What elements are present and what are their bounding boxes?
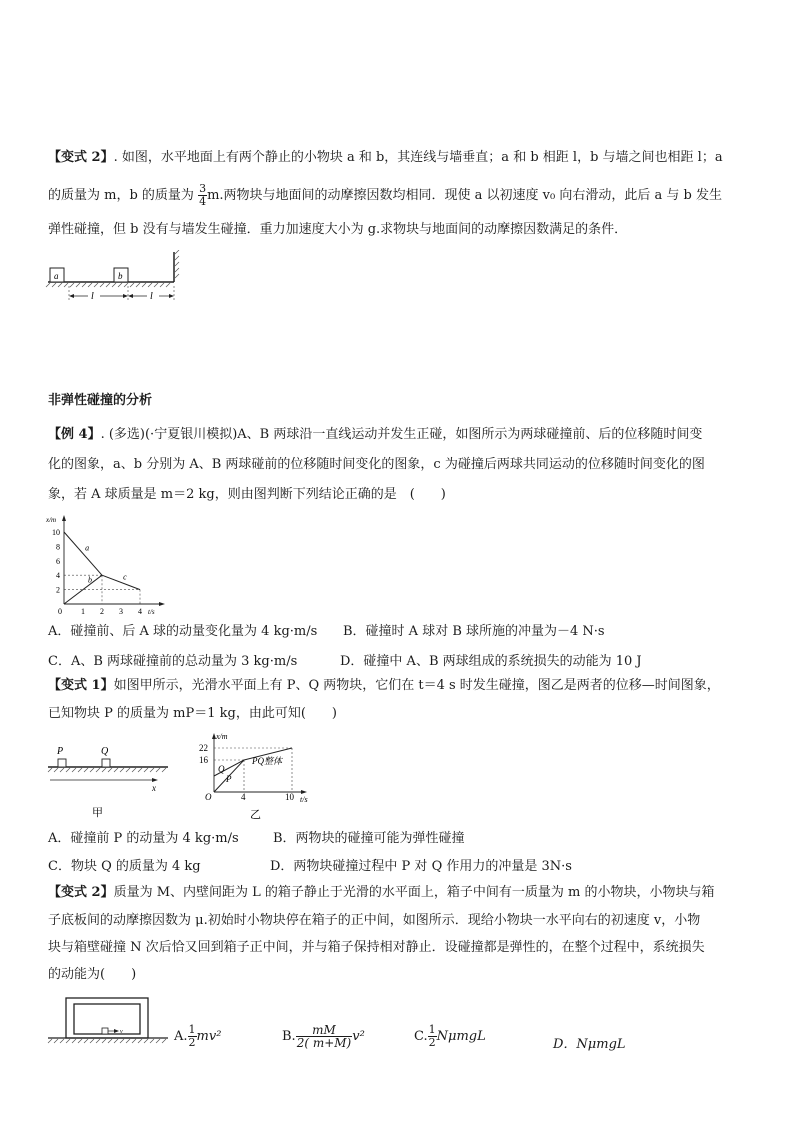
example4-line1: 【例 4】. (多选)(·宁夏银川模拟)A、B 两球沿一直线运动并发生正碰，如图所示为两球碰撞前、后的位移随时间变 xyxy=(48,427,703,442)
y-tick-label: 4 xyxy=(56,571,60,581)
variant1-option-b[interactable]: B．两物块的碰撞可能为弹性碰撞 xyxy=(273,831,465,846)
variant2-bottom-line1: 【变式 2】质量为 M、内壁间距为 L 的箱子静止于光滑的水平面上，箱子中间有一质量为 m 的小物块，小物块与箱 xyxy=(48,885,715,900)
x-tick-label: 2 xyxy=(100,607,104,616)
example4-line2: 化的图象，a、b 分别为 A、B 两球碰前的位移随时间变化的图象，c 为碰撞后两球共同运动的位移随时间变化的图 xyxy=(48,457,705,472)
svg-text:16: 16 xyxy=(199,755,208,765)
series-label-b: b xyxy=(87,575,92,585)
caption-jia: 甲 xyxy=(92,807,103,819)
series-label-a: a xyxy=(85,543,90,553)
box-figure xyxy=(44,994,174,1050)
variant1-line2: 已知物块 P 的质量为 mP＝1 kg，由此可知( ) xyxy=(48,706,337,721)
blocks-wall-figure xyxy=(44,250,184,306)
svg-text:v: v xyxy=(120,1029,123,1035)
block-p xyxy=(58,759,66,767)
variant2-bottom-option-c[interactable]: C. $\frac{1}{2}$ NμmgL xyxy=(414,1023,486,1049)
variant1-tag: 【变式 1】 xyxy=(48,678,114,693)
distance-label-2: l xyxy=(150,291,153,302)
example4-option-d[interactable]: D．碰撞中 A、B 两球组成的系统损失的动能为 10 J xyxy=(340,654,642,669)
caption-yi: 乙 xyxy=(250,809,261,821)
y-tick-label: 2 xyxy=(56,585,60,595)
variant2-bottom-tag: 【变式 2】 xyxy=(48,885,114,900)
svg-text:O: O xyxy=(205,792,212,802)
svg-text:x/m: x/m xyxy=(216,732,228,741)
variant2-top-tag: 【变式 2】 xyxy=(48,150,114,165)
svg-text:b: b xyxy=(118,271,123,281)
svg-text:22: 22 xyxy=(199,743,208,753)
svg-text:x: x xyxy=(152,783,156,793)
y-tick-label: 6 xyxy=(56,556,60,566)
svg-text:Q: Q xyxy=(101,746,109,757)
block-q xyxy=(102,759,110,767)
figure-yi xyxy=(196,730,326,822)
svg-text:Q: Q xyxy=(218,764,225,774)
position-time-chart xyxy=(44,508,174,616)
variant2-bottom-line2: 子底板间的动摩擦因数为 μ.初始时小物块停在箱子的正中间，如图所示．现给小物块一水平向右的初速度 v，小物 xyxy=(48,913,701,928)
x-axis-arrow xyxy=(159,602,165,606)
series-label-c: c xyxy=(123,572,127,582)
variant2-bottom-option-b[interactable]: B. $\frac{mM}{2( m+M)}$ v² xyxy=(282,1023,365,1050)
variant1-option-a[interactable]: A．碰撞前 P 的动量为 4 kg·m/s xyxy=(48,831,239,846)
variant2-top-line1: 【变式 2】. 如图，水平地面上有两个静止的小物块 a 和 b，其连线与墙垂直；a 和 b 相距 l，b 与墙之间也相距 l；a xyxy=(48,150,723,165)
svg-text:t/s: t/s xyxy=(300,795,308,804)
variant1-line1: 【变式 1】如图甲所示，光滑水平面上有 P、Q 两物块，它们在 t＝4 s 时发生碰撞，图乙是两者的位移—时间图象， xyxy=(48,678,720,693)
mass-fraction: $\frac{3}{4}$ xyxy=(199,182,207,208)
x-tick-label: 3 xyxy=(119,607,123,616)
y-axis-label: x/m xyxy=(46,516,57,524)
variant2-top-line2: 的质量为 m，b 的质量为 $\frac{3}{4}$ m.两物块与地面间的动摩擦因数均相同．现使 a 以初速度 v₀ 向右滑动，此后 a 与 b 发生 xyxy=(48,182,722,208)
variant2-bottom-option-a[interactable]: A. $\frac{1}{2}$ mv² xyxy=(174,1023,222,1049)
variant1-option-d[interactable]: D．两物块碰撞过程中 P 对 Q 作用力的冲量是 3N·s xyxy=(270,859,572,874)
variant1-option-c[interactable]: C．物块 Q 的质量为 4 kg xyxy=(48,859,201,874)
variant2-bottom-option-d[interactable]: D．NμmgL xyxy=(553,1037,626,1052)
svg-text:PQ整体: PQ整体 xyxy=(252,756,282,766)
example4-line3: 象，若 A 球质量是 m＝2 kg，则由图判断下列结论正确的是 ( ) xyxy=(48,487,446,502)
distance-label-1: l xyxy=(91,291,94,302)
figure-jia xyxy=(44,740,174,820)
y-tick-label: 8 xyxy=(56,542,60,552)
svg-text:4: 4 xyxy=(241,792,246,802)
small-block xyxy=(102,1028,108,1034)
svg-text:10: 10 xyxy=(285,792,294,802)
x-tick-label: 0 xyxy=(58,607,62,616)
svg-text:a: a xyxy=(54,271,59,281)
example4-tag: 【例 4】 xyxy=(48,427,101,442)
example4-option-b[interactable]: B．碰撞时 A 球对 B 球所施的冲量为－4 N·s xyxy=(343,624,605,639)
y-axis-arrow xyxy=(62,515,66,521)
series-line-a xyxy=(64,532,102,575)
y-tick-label: 10 xyxy=(52,528,60,537)
x-tick-label: 1 xyxy=(81,607,85,616)
section-title: 非弹性碰撞的分析 xyxy=(48,393,153,408)
example4-option-c[interactable]: C．A、B 两球碰撞前的总动量为 3 kg·m/s xyxy=(48,654,298,669)
example4-option-a[interactable]: A．碰撞前、后 A 球的动量变化量为 4 kg·m/s xyxy=(48,624,318,639)
variant2-bottom-line3: 块与箱壁碰撞 N 次后恰又回到箱子正中间，并与箱子保持相对静止．设碰撞都是弹性的，在整个过程中，系统损失 xyxy=(48,940,705,955)
svg-text:P: P xyxy=(226,774,232,784)
x-axis-label: t/s xyxy=(148,608,155,616)
svg-text:P: P xyxy=(57,746,64,757)
series-line-c xyxy=(102,575,140,589)
variant2-top-line3: 弹性碰撞，但 b 没有与墙发生碰撞．重力加速度大小为 g.求物块与地面间的动摩擦因数满足的条件． xyxy=(48,222,628,237)
variant2-bottom-line4: 的动能为( ) xyxy=(48,967,137,982)
x-tick-label: 4 xyxy=(138,607,142,616)
